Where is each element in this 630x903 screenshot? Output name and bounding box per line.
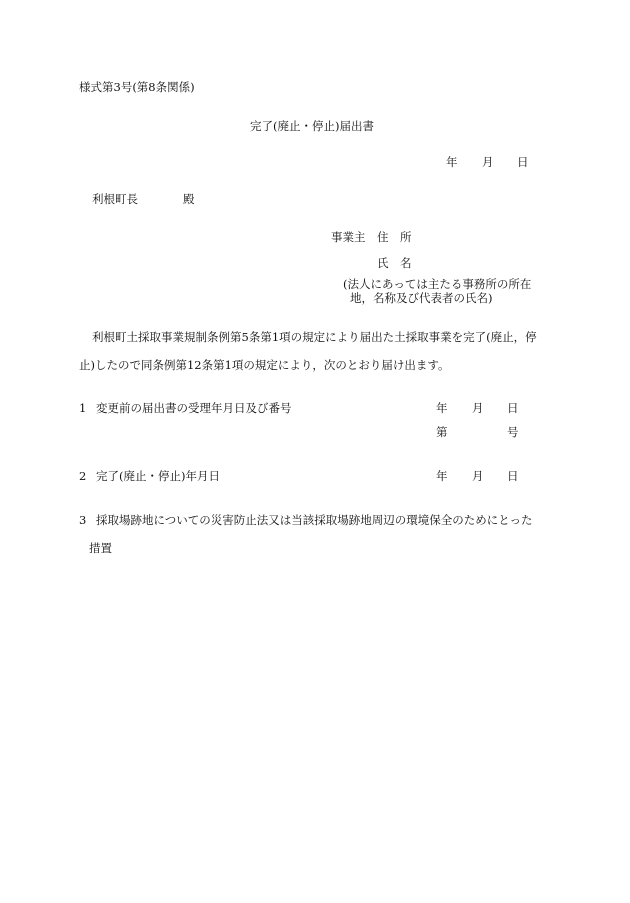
item-1-no-prefix: 第: [436, 425, 448, 439]
item-2-year: 年: [436, 469, 448, 483]
item-1-label: 変更前の届出書の受理年月日及び番号: [96, 401, 292, 415]
document-title: 完了(廃止・停止)届出書: [250, 119, 374, 133]
item-3-number: 3: [79, 513, 87, 527]
item-3-label-line2: 措置: [89, 541, 112, 555]
item-1-year: 年: [436, 401, 448, 415]
form-number: 様式第3号(第8条関係): [79, 80, 195, 94]
applicant-name-label: 氏 名: [377, 256, 412, 270]
item-2-label: 完了(廃止・停止)年月日: [96, 469, 220, 483]
body-line2: 止)したので同条例第12条第1項の規定により，次のとおり届け出ます。: [79, 358, 450, 372]
date-year: 年: [446, 155, 458, 169]
addressee-honorific: 殿: [183, 192, 195, 206]
applicant-address-label: 住 所: [377, 230, 412, 244]
addressee-name: 利根町長: [92, 192, 138, 206]
item-1-day: 日: [507, 401, 519, 415]
item-2-day: 日: [507, 469, 519, 483]
item-2-number: 2: [79, 469, 87, 483]
applicant-note-line1: (法人にあっては主たる事務所の所在: [343, 277, 532, 291]
item-1-month: 月: [472, 401, 484, 415]
item-3-label-line1: 採取場跡地についての災害防止法又は当該採取場跡地周辺の環境保全のためにとった: [96, 513, 533, 527]
body-line1: 利根町土採取事業規制条例第5条第1項の規定により届出た土採取事業を完了(廃止，停: [92, 330, 537, 344]
applicant-label: 事業主: [331, 230, 366, 244]
item-1-no-suffix: 号: [507, 425, 519, 439]
date-month: 月: [482, 155, 494, 169]
date-day: 日: [517, 155, 529, 169]
item-1-number: 1: [79, 401, 87, 415]
item-2-month: 月: [472, 469, 484, 483]
applicant-note-line2: 地，名称及び代表者の氏名): [350, 291, 493, 305]
